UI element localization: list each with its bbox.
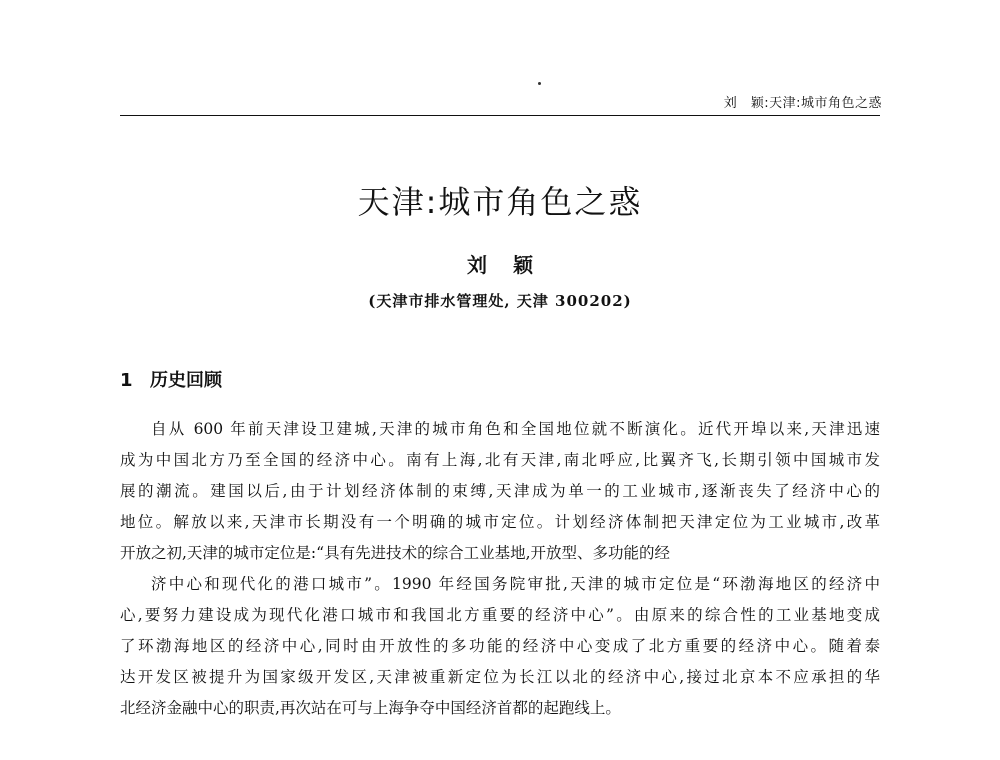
paragraph-1-line-5: 开放之初,天津的城市定位是:“具有先进技术的综合工业基地,开放型、多功能的经 <box>120 544 671 562</box>
paragraph-1-line-4: 地位。解放以来,天津市长期没有一个明确的城市定位。计划经济体制把天津定位为工业城市,改革 <box>120 513 880 531</box>
paragraph-1-line-1: 自从 600 年前天津设卫建城,天津的城市角色和全国地位就不断演化。近代开埠以来,天津迅速 <box>151 420 880 438</box>
author-affiliation: (天津市排水管理处, 天津 300202) <box>368 292 632 310</box>
paragraph-2-line-5: 北经济金融中心的职责,再次站在可与上海争夺中国经济首都的起跑线上。 <box>120 699 621 717</box>
paragraph-1-line-3: 展的潮流。建国以后,由于计划经济体制的束缚,天津成为单一的工业城市,逐渐丧失了经济中心的 <box>120 482 880 500</box>
body-text <box>120 414 880 724</box>
section-number: 1 <box>120 370 133 391</box>
section-heading <box>120 368 222 394</box>
paragraph-2-line-4: 达开发区被提升为国家级开发区,天津被重新定位为长江以北的经济中心,接过北京本不应承担的华 <box>120 668 880 686</box>
author-name: 刘颖 <box>467 253 559 277</box>
paragraph-2-line-1: 济中心和现代化的港口城市”。1990 年经国务院审批,天津的城市定位是“环渤海地区的经济中 <box>151 575 880 593</box>
article-title: 天津:城市角色之惑 <box>357 183 643 221</box>
section-title: 历史回顾 <box>150 370 222 391</box>
paragraph-2-line-3: 了环渤海地区的经济中心,同时由开放性的多功能的经济中心变成了北方重要的经济中心。随着泰 <box>120 637 880 655</box>
paragraph-1-line-2: 成为中国北方乃至全国的经济中心。南有上海,北有天津,南北呼应,比翼齐飞,长期引领中国城市发 <box>120 451 880 469</box>
paragraph-2-line-2: 心,要努力建设成为现代化港口城市和我国北方重要的经济中心”。由原来的综合性的工业基地变成 <box>120 606 880 624</box>
running-head: 刘 颖:天津:城市角色之惑 <box>723 96 882 111</box>
scan-speck <box>538 82 541 85</box>
header-rule <box>120 115 880 116</box>
